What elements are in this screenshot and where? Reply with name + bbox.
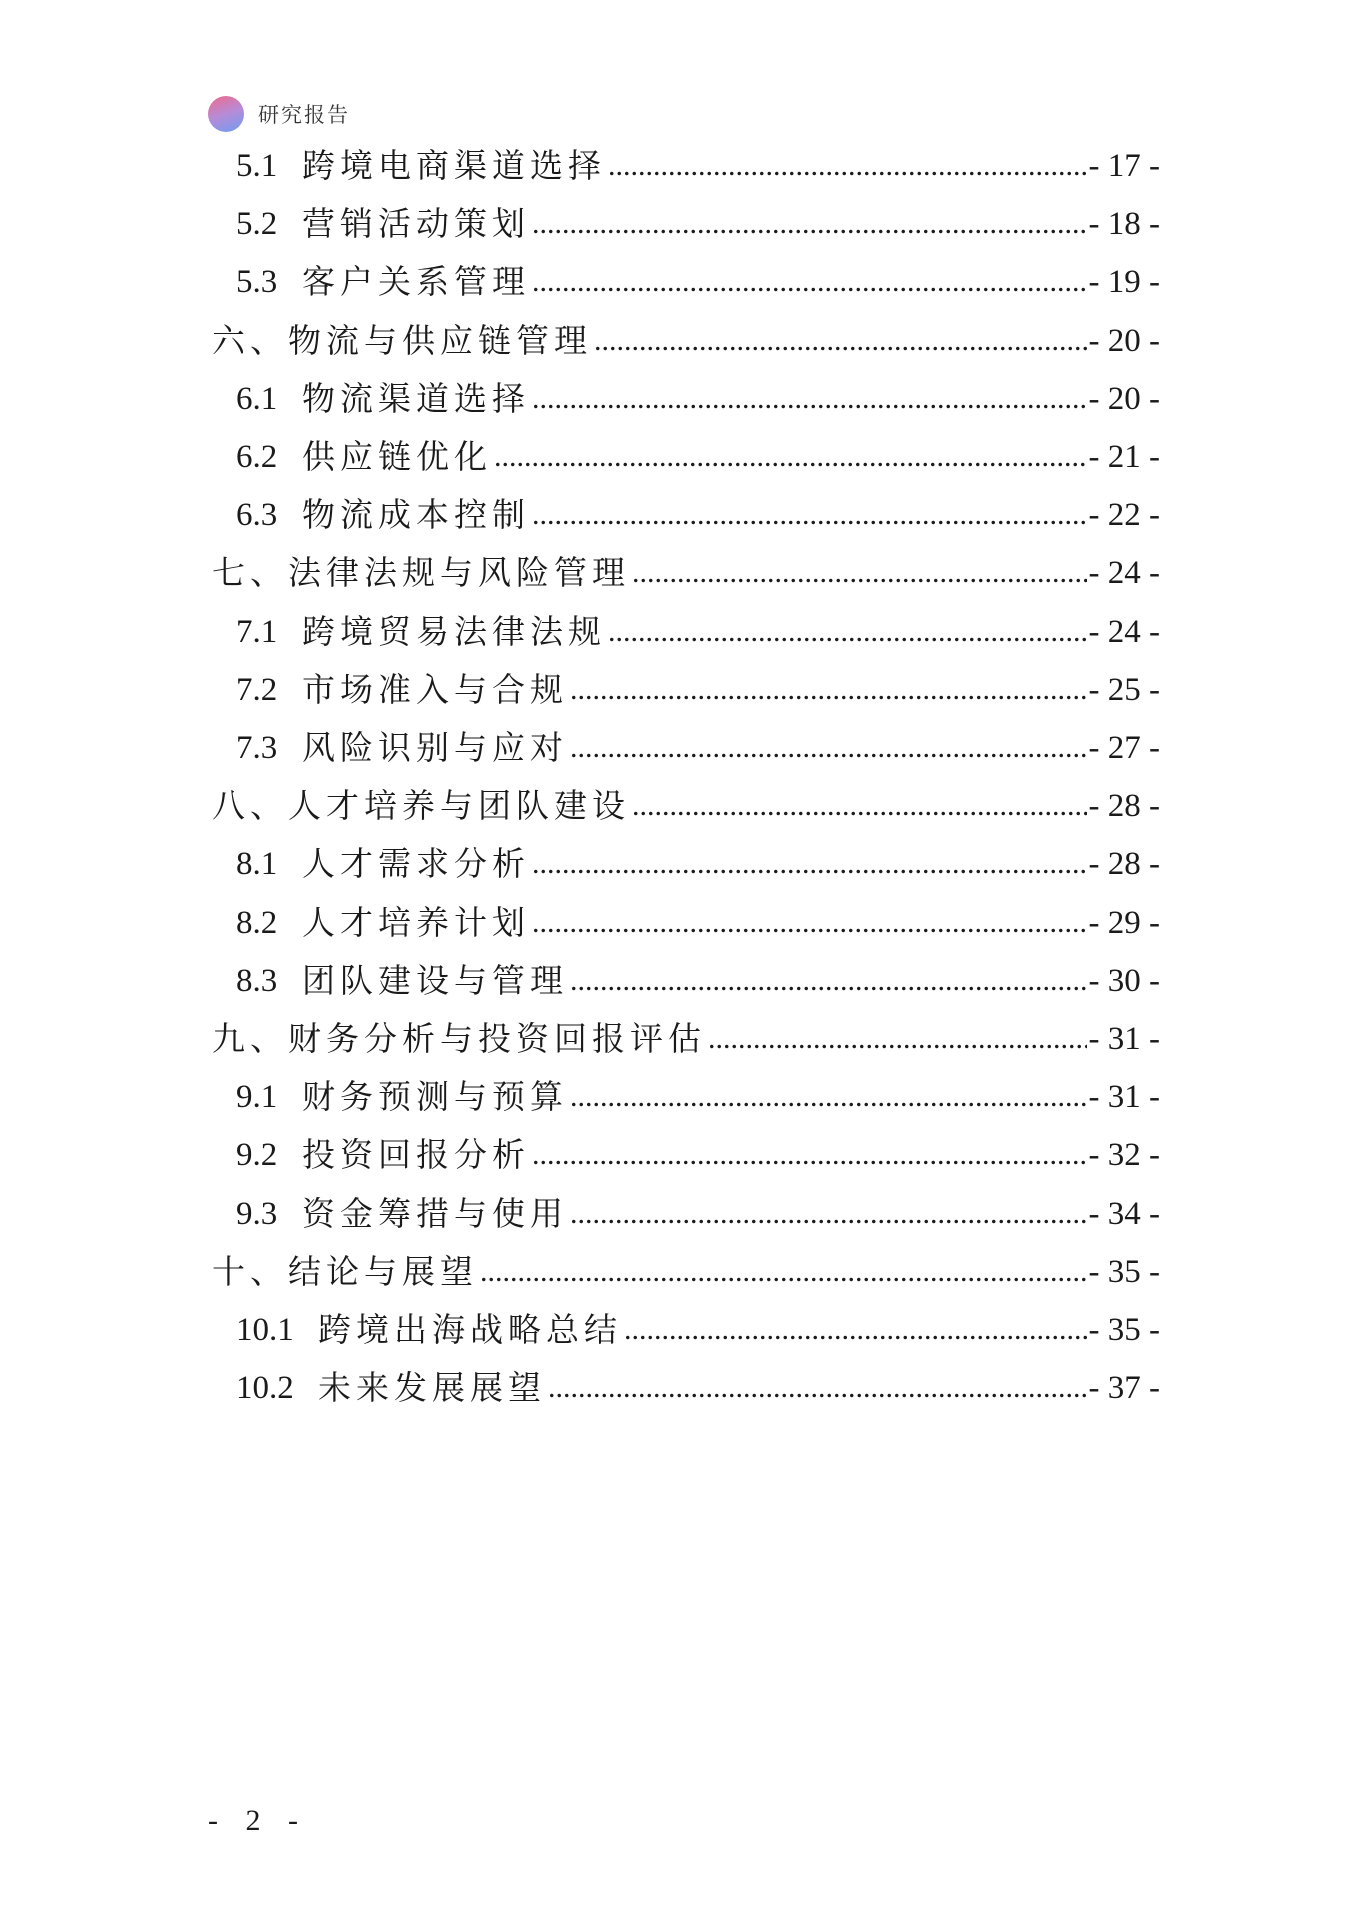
toc-dot-leader	[568, 668, 1087, 712]
toc-entry-number: 5.2	[236, 206, 278, 242]
toc-entry[interactable]	[236, 377, 1160, 421]
toc-entry-number: 7.3	[236, 730, 278, 766]
toc-dot-leader	[568, 1075, 1087, 1119]
toc-dot-leader	[606, 144, 1087, 188]
toc-entry-number: 8.3	[236, 963, 278, 999]
toc-entry-page: - 19 -	[1088, 264, 1160, 300]
toc-dot-leader	[546, 1366, 1087, 1410]
toc-entry-title: 未来发展展望	[318, 1368, 546, 1407]
toc-dot-leader	[530, 493, 1087, 537]
logo-circle-icon	[208, 96, 244, 132]
toc-dot-leader	[606, 610, 1087, 654]
toc-entry[interactable]	[236, 842, 1160, 886]
toc-dot-leader	[530, 260, 1087, 304]
toc-entry-number: 10.2	[236, 1370, 294, 1406]
toc-entry-page: - 20 -	[1088, 323, 1160, 359]
toc-entry-title: 人才需求分析	[302, 844, 530, 883]
toc-entry-number: 9.1	[236, 1079, 278, 1115]
toc-dot-leader	[706, 1017, 1087, 1061]
toc-entry-page: - 21 -	[1088, 439, 1160, 475]
toc-dot-leader	[530, 842, 1087, 886]
toc-entry-title: 七、法律法规与风险管理	[212, 553, 630, 592]
toc-entry[interactable]	[236, 1308, 1160, 1352]
toc-entry-title: 九、财务分析与投资回报评估	[212, 1019, 706, 1058]
toc-entry[interactable]	[236, 726, 1160, 770]
toc-dot-leader	[568, 1192, 1087, 1236]
toc-entry-number: 5.1	[236, 148, 278, 184]
toc-entry[interactable]	[236, 493, 1160, 537]
toc-dot-leader	[530, 1133, 1087, 1177]
toc-entry[interactable]	[236, 144, 1160, 188]
toc-dot-leader	[478, 1250, 1087, 1294]
toc-entry[interactable]	[236, 435, 1160, 479]
toc-entry[interactable]	[236, 1366, 1160, 1410]
toc-entry[interactable]	[236, 901, 1160, 945]
toc-entry-page: - 20 -	[1088, 381, 1160, 417]
toc-entry[interactable]	[212, 1017, 1160, 1061]
toc-entry-page: - 32 -	[1088, 1137, 1160, 1173]
header-title: 研究报告	[258, 103, 350, 127]
toc-entry-number: 9.3	[236, 1196, 278, 1232]
toc-entry-title: 人才培养计划	[302, 903, 530, 942]
toc-entry-title: 财务预测与预算	[302, 1077, 568, 1116]
toc-dot-leader	[630, 784, 1087, 828]
toc-entry[interactable]	[212, 551, 1160, 595]
toc-entry[interactable]	[236, 260, 1160, 304]
toc-entry-page: - 31 -	[1088, 1021, 1160, 1057]
page-header	[208, 96, 350, 132]
toc-entry-number: 5.3	[236, 264, 278, 300]
toc-entry-number: 8.2	[236, 905, 278, 941]
toc-entry-page: - 28 -	[1088, 846, 1160, 882]
toc-entry-title: 风险识别与应对	[302, 728, 568, 767]
toc-entry[interactable]	[236, 202, 1160, 246]
toc-entry-page: - 27 -	[1088, 730, 1160, 766]
toc-entry-title: 跨境电商渠道选择	[302, 146, 606, 185]
toc-entry-page: - 37 -	[1088, 1370, 1160, 1406]
toc-entry[interactable]	[236, 668, 1160, 712]
toc-entry-page: - 24 -	[1088, 614, 1160, 650]
toc-entry-page: - 28 -	[1088, 788, 1160, 824]
toc-entry[interactable]	[212, 784, 1160, 828]
toc-entry-page: - 35 -	[1088, 1254, 1160, 1290]
toc-entry-title: 物流渠道选择	[302, 379, 530, 418]
toc-entry[interactable]	[236, 1075, 1160, 1119]
toc-entry-page: - 34 -	[1088, 1196, 1160, 1232]
toc-dot-leader	[530, 377, 1087, 421]
toc-dot-leader	[622, 1308, 1087, 1352]
toc-entry-page: - 18 -	[1088, 206, 1160, 242]
toc-dot-leader	[530, 202, 1087, 246]
toc-entry-number: 7.2	[236, 672, 278, 708]
toc-entry-number: 6.3	[236, 497, 278, 533]
toc-dot-leader	[630, 551, 1087, 595]
toc-entry-number: 8.1	[236, 846, 278, 882]
toc-entry-title: 十、结论与展望	[212, 1252, 478, 1291]
toc-entry-page: - 35 -	[1088, 1312, 1160, 1348]
toc-entry[interactable]	[236, 610, 1160, 654]
toc-entry-number: 6.1	[236, 381, 278, 417]
toc-entry-title: 物流成本控制	[302, 495, 530, 534]
toc-entry-title: 跨境出海战略总结	[318, 1310, 622, 1349]
toc-entry-title: 投资回报分析	[302, 1135, 530, 1174]
toc-dot-leader	[568, 959, 1087, 1003]
toc-entry-title: 团队建设与管理	[302, 961, 568, 1000]
toc-entry-page: - 25 -	[1088, 672, 1160, 708]
toc-entry-page: - 29 -	[1088, 905, 1160, 941]
toc-entry[interactable]	[236, 1133, 1160, 1177]
toc-entry-page: - 30 -	[1088, 963, 1160, 999]
footer-page-number: - 2 -	[208, 1804, 308, 1837]
toc-entry-number: 10.1	[236, 1312, 294, 1348]
toc-entry[interactable]	[236, 959, 1160, 1003]
toc-entry-page: - 31 -	[1088, 1079, 1160, 1115]
toc-dot-leader	[568, 726, 1087, 770]
toc-entry-number: 7.1	[236, 614, 278, 650]
toc-entry-title: 资金筹措与使用	[302, 1194, 568, 1233]
toc-entry[interactable]	[212, 1250, 1160, 1294]
toc-entry-page: - 17 -	[1088, 148, 1160, 184]
toc-entry-number: 6.2	[236, 439, 278, 475]
toc-dot-leader	[492, 435, 1087, 479]
toc-entry[interactable]	[236, 1192, 1160, 1236]
toc-entry-page: - 24 -	[1088, 555, 1160, 591]
toc-dot-leader	[592, 319, 1087, 363]
toc-entry-title: 客户关系管理	[302, 262, 530, 301]
toc-entry[interactable]	[212, 319, 1160, 363]
toc-entry-title: 八、人才培养与团队建设	[212, 786, 630, 825]
toc-entry-title: 跨境贸易法律法规	[302, 612, 606, 651]
toc-entry-title: 市场准入与合规	[302, 670, 568, 709]
toc-entry-title: 营销活动策划	[302, 204, 530, 243]
toc-entry-page: - 22 -	[1088, 497, 1160, 533]
toc-entry-title: 供应链优化	[302, 437, 492, 476]
toc-entry-title: 六、物流与供应链管理	[212, 321, 592, 360]
toc-entry-number: 9.2	[236, 1137, 278, 1173]
toc-dot-leader	[530, 901, 1087, 945]
